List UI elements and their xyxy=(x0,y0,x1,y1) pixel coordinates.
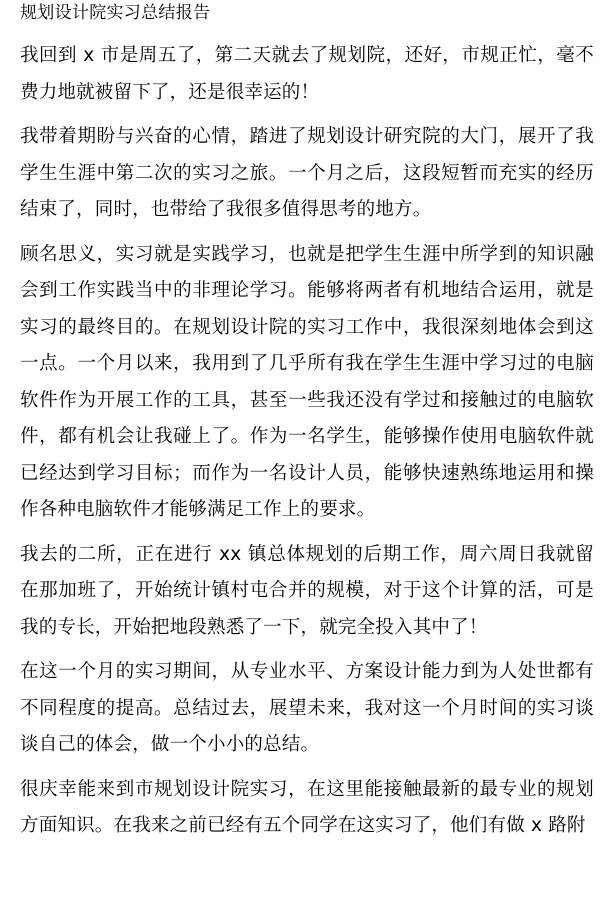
paragraph-5: 在这一个月的实习期间，从专业水平、方案设计能力到为人处世都有不同程度的提高。总结过去，展望未来，我对这一个月时间的实习谈谈自己的体会，做一个小小的总结。 xyxy=(20,661,594,755)
paragraph-6: 很庆幸能来到市规划设计院实习，在这里能接触最新的最专业的规划方面知识。在我来之前已经有五个同学在这实习了，他们有做 x 路附 xyxy=(20,778,594,836)
paragraph-1: 我回到 x 市是周五了，第二天就去了规划院，还好，市规正忙，毫不费力地就被留下了，还是很幸运的！ xyxy=(20,45,594,103)
paragraph-3: 顾名思义，实习就是实践学习，也就是把学生生涯中所学到的知识融会到工作实践当中的非理论学习。能够将两者有机地结合运用，就是实习的最终目的。在规划设计院的实习工作中，我很深刻地体会到这一点。一个月以来，我用到了几乎所有我在学生生涯中学习过的电脑软件作为开展工作的工具，甚至一些我还没有学过和接触过的电脑软件，都有机会让我碰上了。作为一名学生，能够操作使用电脑软件就已经达到学习目标；而作为一名设计人员，能够快速熟练地运用和操作各种电脑软件才能够满足工作上的要求。 xyxy=(20,243,594,520)
paragraph-2: 我带着期盼与兴奋的心情，踏进了规划设计研究院的大门，展开了我学生生涯中第二次的实习之旅。一个月之后，这段短暂而充实的经历结束了，同时，也带给了我很多值得思考的地方。 xyxy=(20,126,594,220)
paragraph-4: 我去的二所，正在进行 xx 镇总体规划的后期工作，周六周日我就留在那加班了，开始统计镇村屯合并的规模，对于这个计算的活，可是我的专长，开始把地段熟悉了一下，就完全投入其中了！ xyxy=(20,543,594,638)
document-title: 规划设计院实习总结报告 xyxy=(20,3,211,23)
